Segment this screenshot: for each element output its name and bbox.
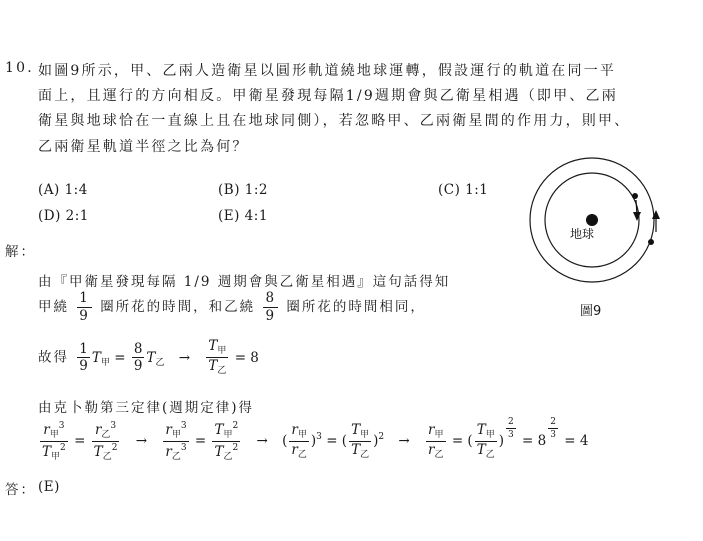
- solution-line-2: [38, 292, 426, 323]
- figure-caption: 圖9: [580, 304, 602, 319]
- question-line-2: 面上，且運行的方向相反。甲衛星發現每隔1/9週期會與乙衛星相遇（即甲、乙兩: [38, 88, 618, 104]
- solution-line-2b: 圈所花的時間，和乙繞: [100, 299, 256, 315]
- fraction-eight-ninths: $\frac{8}{9}$: [265, 290, 277, 324]
- answer-value: (E): [38, 479, 60, 495]
- solution-line-2c: 圈所花的時間相同，: [286, 299, 426, 315]
- satellite-jia: [632, 193, 638, 199]
- arrow-down: [633, 212, 641, 221]
- solution-line-1: 由『甲衛星發現每隔 1/9 週期會與乙衛星相遇』這句話得知: [38, 274, 451, 290]
- kepler-derivation: $\frac{r_甲^3}{T_甲^2}$ = $\frac{r_乙^3}{T_乙^2}$ → $\frac{r_甲^3}{r_乙^3}$ = $\frac{T_甲^2}{T_乙^2}$ → ( $\frac{r_甲}{r_乙}$ )$^3$ = ( $\frac{T_甲}{T_乙}$ )$^2$ → $\frac{r_甲}{r_乙}$ = ( $\frac{T_甲}{T_乙}$ ) $\frac{2}{3}$ = 8 $\frac{2}{3}$ = 4: [42, 417, 589, 462]
- solution-line-3: 故得 $\frac{1}{9}$ $T_甲$ = $\frac{8}{9}$ $T_乙$ → $\frac{T_甲}{T_乙}$ = 8: [38, 338, 259, 376]
- option-b: (B) 1:2: [218, 182, 268, 198]
- earth-label: 地球: [570, 227, 595, 241]
- option-e: (E) 4:1: [218, 208, 268, 224]
- fraction-one-ninth: $\frac{1}{9}$: [79, 290, 90, 324]
- solution-line-4: 由克卜勒第三定律(週期定律)得: [38, 400, 255, 416]
- answer-label: 答：: [5, 482, 36, 498]
- earth-dot: [586, 214, 598, 226]
- satellite-yi: [648, 239, 654, 245]
- question-line-1: 如圖9所示，甲、乙兩人造衛星以圓形軌道繞地球運轉，假設運行的軌道在同一平: [38, 63, 617, 79]
- orbit-figure: [520, 155, 670, 295]
- option-c: (C) 1:1: [438, 182, 489, 198]
- question-line-3: 衛星與地球恰在一直線上且在地球同側），若忽略甲、乙兩衛星間的作用力，則甲、: [38, 113, 631, 129]
- solution-label: 解：: [5, 244, 36, 260]
- question-line-4: 乙兩衛星軌道半徑之比為何？: [38, 139, 249, 155]
- option-a: (A) 1:4: [38, 182, 88, 198]
- option-d: (D) 2:1: [38, 208, 89, 224]
- question-number: 10.: [5, 60, 34, 76]
- solution-line-2a: 甲繞: [38, 299, 69, 315]
